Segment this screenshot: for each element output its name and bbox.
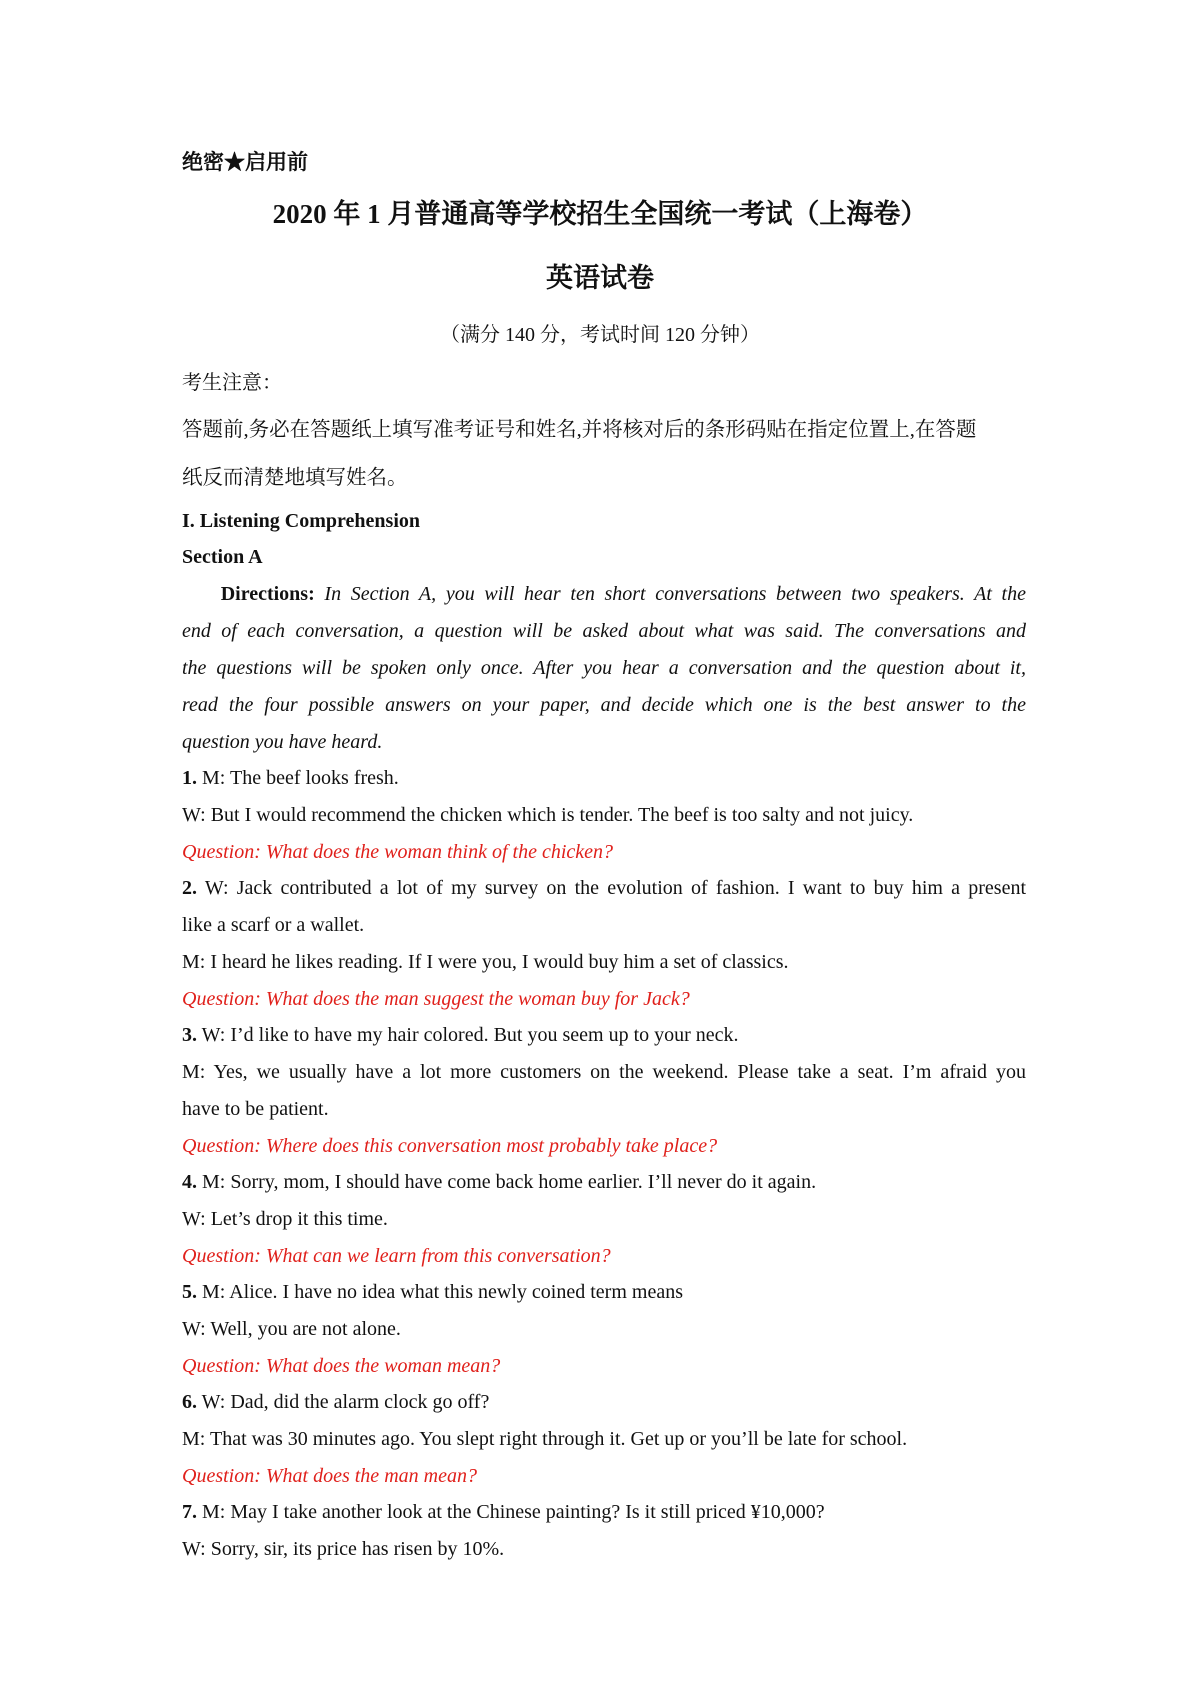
notice-line-1: 答题前,务必在答题纸上填写准考证号和姓名,并将核对后的条形码贴在指定位置上,在答题 [182, 419, 977, 441]
item-1-line-1 [182, 766, 1026, 790]
directions-line-5: question you have heard. [182, 731, 383, 753]
item-5-line-1 [182, 1280, 1026, 1304]
directions-line-3: the questions will be spoken only once. After you hear a conversation and the question about it, [182, 657, 1026, 679]
item-4-line-2: W: Let’s drop it this time. [182, 1208, 388, 1230]
item-5-line-2: W: Well, you are not alone. [182, 1318, 401, 1340]
item-2-question: Question: What does the man suggest the woman buy for Jack? [182, 988, 690, 1010]
directions-line-1 [182, 582, 1026, 606]
notice-line-2: 纸反而清楚地填写姓名。 [182, 467, 408, 489]
item-text: M: May I take another look at the Chinese painting? Is it still priced ¥10,000? [202, 1501, 825, 1523]
item-text: W: Dad, did the alarm clock go off? [201, 1391, 490, 1413]
item-text: M: Sorry, mom, I should have come back home earlier. I’ll never do it again. [202, 1171, 817, 1193]
score-note: （满分 140 分，考试时间 120 分钟） [440, 324, 760, 346]
directions-text: In Section A, you will hear ten short conversations between two speakers. At the [324, 583, 1026, 605]
item-number: 5. [182, 1281, 197, 1303]
item-text: W: I’d like to have my hair colored. But you seem up to your neck. [201, 1024, 739, 1046]
item-number: 1. [182, 767, 197, 789]
item-number: 7. [182, 1501, 197, 1523]
item-text: M: The beef looks fresh. [202, 767, 399, 789]
item-6-line-1 [182, 1390, 1026, 1414]
directions-line-2: end of each conversation, a question will be asked about what was said. The conversations and [182, 620, 1026, 642]
notice-heading: 考生注意： [182, 372, 282, 394]
item-text: M: Alice. I have no idea what this newly coined term means [202, 1281, 683, 1303]
item-2-line-1 [182, 876, 1026, 900]
item-3-question: Question: Where does this conversation most probably take place? [182, 1135, 718, 1157]
item-number: 2. [182, 877, 197, 899]
item-number: 3. [182, 1024, 197, 1046]
secret-label: 绝密★启用前 [182, 150, 308, 174]
directions-line-4: read the four possible answers on your paper, and decide which one is the best answer to the [182, 694, 1026, 716]
item-6-line-2: M: That was 30 minutes ago. You slept right through it. Get up or you’ll be late for school. [182, 1428, 908, 1450]
section-title: Section A [182, 546, 263, 568]
exam-title: 2020 年 1 月普通高等学校招生全国统一考试（上海卷） [272, 199, 928, 229]
item-7-line-2: W: Sorry, sir, its price has risen by 10%. [182, 1538, 505, 1560]
part-title: I. Listening Comprehension [182, 510, 421, 532]
item-3-line-2b: have to be patient. [182, 1098, 329, 1120]
item-4-line-1 [182, 1170, 1026, 1194]
item-number: 4. [182, 1171, 197, 1193]
item-number: 6. [182, 1391, 197, 1413]
item-5-question: Question: What does the woman mean? [182, 1355, 501, 1377]
item-2-line-2: M: I heard he likes reading. If I were you, I would buy him a set of classics. [182, 951, 789, 973]
item-1-line-2: W: But I would recommend the chicken which is tender. The beef is too salty and not juicy. [182, 804, 914, 826]
item-7-line-1 [182, 1500, 1026, 1524]
exam-subtitle: 英语试卷 [546, 263, 654, 293]
item-6-question: Question: What does the man mean? [182, 1465, 477, 1487]
item-3-line-1 [182, 1023, 1026, 1047]
item-4-question: Question: What can we learn from this conversation? [182, 1245, 611, 1267]
directions-label: Directions: [220, 583, 315, 605]
item-text: W: Jack contributed a lot of my survey on the evolution of fashion. I want to buy him a present [204, 877, 1027, 899]
item-1-question: Question: What does the woman think of the chicken? [182, 841, 614, 863]
item-2-line-1b: like a scarf or a wallet. [182, 914, 365, 936]
item-3-line-2: M: Yes, we usually have a lot more customers on the weekend. Please take a seat. I’m afraid you [182, 1061, 1026, 1083]
